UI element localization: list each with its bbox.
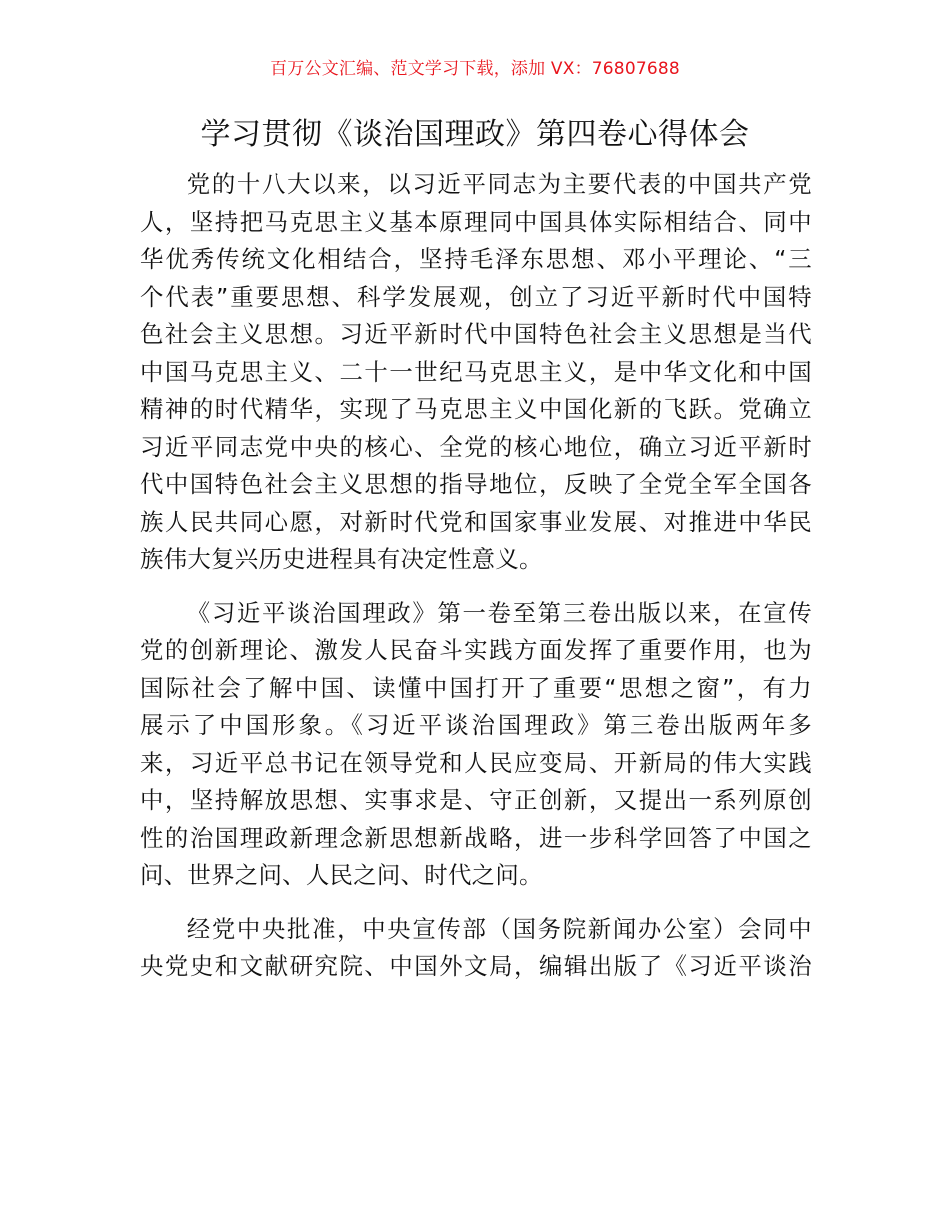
text-line: 族伟大复兴历史进程具有决定性意义。 [140, 545, 543, 573]
text-line: 中，坚持解放思想、实事求是、守正创新，又提出一系列原创 [140, 786, 812, 814]
text-line: 中国马克思主义、二十一世纪马克思主义，是中华文化和中国 [140, 357, 812, 386]
watermark-banner: 百万公文汇编、范文学习下载，添加 VX：76807688 [270, 59, 680, 79]
text-line: 人，坚持把马克思主义基本原理同中国具体实际相结合、同中 [140, 207, 812, 236]
text-line: 来，习近平总书记在领导党和人民应变局、开新局的伟大实践 [140, 748, 812, 777]
document-body [140, 166, 812, 986]
text-line: 《习近平谈治国理政》第一卷至第三卷出版以来，在宣传 [186, 598, 812, 627]
text-line: 党的创新理论、激发人民奋斗实践方面发挥了重要作用，也为 [140, 636, 812, 664]
text-line: 华优秀传统文化相结合，坚持毛泽东思想、邓小平理论、“三 [140, 245, 812, 273]
text-line: 代中国特色社会主义思想的指导地位，反映了全党全军全国各 [140, 470, 812, 498]
text-line: 色社会主义思想。习近平新时代中国特色社会主义思想是当代 [140, 320, 812, 348]
paragraph-3 [140, 911, 812, 986]
text-line: 展示了中国形象。《习近平谈治国理政》第三卷出版两年多 [140, 711, 812, 739]
text-line: 精神的时代精华，实现了马克思主义中国化新的飞跃。党确立 [140, 395, 812, 423]
text-line: 问、世界之问、人民之问、时代之问。 [140, 861, 543, 889]
text-line: 党的十八大以来，以习近平同志为主要代表的中国共产党 [186, 170, 812, 198]
text-line: 习近平同志党中央的核心、全党的核心地位，确立习近平新时 [140, 432, 812, 461]
text-line: 国际社会了解中国、读懂中国打开了重要“思想之窗”，有力 [140, 673, 812, 702]
paragraph-1 [140, 166, 812, 579]
text-line: 经党中央批准，中央宣传部（国务院新闻办公室）会同中 [186, 914, 812, 943]
text-line: 性的治国理政新理念新思想新战略，进一步科学回答了中国之 [140, 823, 812, 852]
text-line: 央党史和文献研究院、中国外文局，编辑出版了《习近平谈治 [140, 952, 812, 980]
text-line: 个代表”重要思想、科学发展观，创立了习近平新时代中国特 [140, 282, 812, 311]
paragraph-2 [140, 595, 812, 895]
text-line: 族人民共同心愿，对新时代党和国家事业发展、对推进中华民 [140, 507, 812, 536]
document-title: 学习贯彻《谈治国理政》第四卷心得体会 [200, 117, 750, 152]
